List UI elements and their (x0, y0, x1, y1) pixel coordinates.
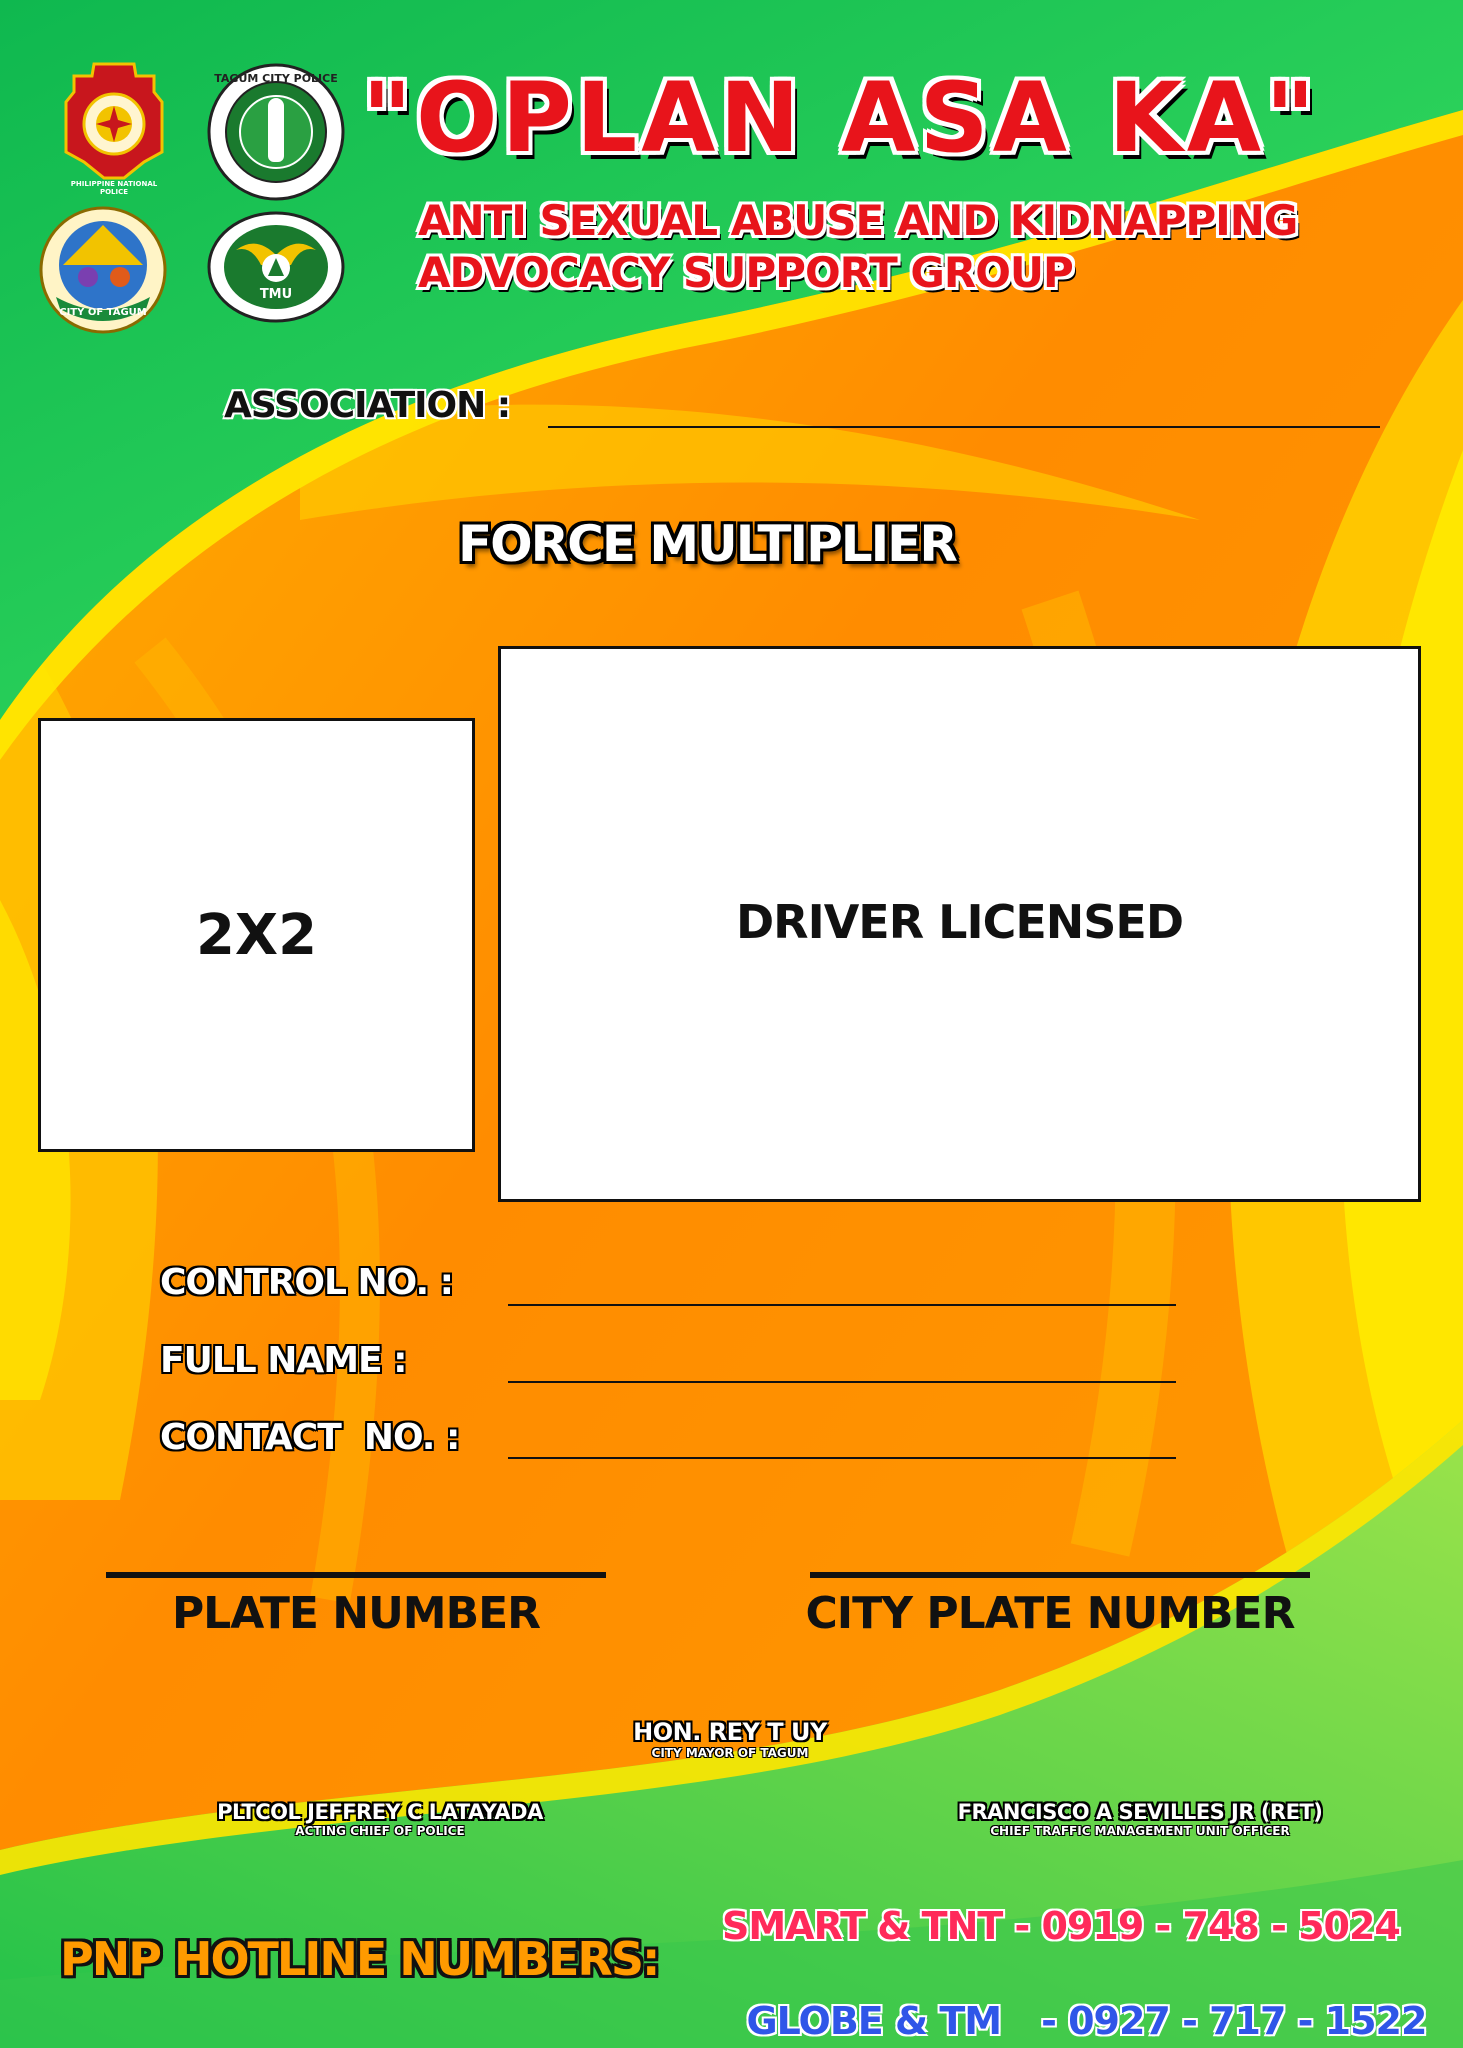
tmu-officer-title: CHIEF TRAFFIC MANAGEMENT UNIT OFFICER (990, 1824, 1290, 1838)
association-label: ASSOCIATION : (224, 385, 511, 426)
driver-license-box[interactable] (498, 646, 1421, 1202)
pnp-badge-text: PHILIPPINE NATIONAL POLICE (70, 180, 158, 196)
page-title: "OPLAN ASA KA" (362, 62, 1320, 174)
full-name-input-line[interactable] (508, 1381, 1176, 1383)
city-of-tagum-seal-icon (38, 205, 168, 335)
hotline-smart: SMART & TNT - 0919 - 748 - 5024 (722, 1904, 1400, 1948)
city-plate-number-line[interactable] (810, 1572, 1310, 1578)
plate-number-label: PLATE NUMBER (171, 1588, 541, 1639)
signatory-police-chief (170, 1800, 590, 1838)
photo-box-label: 2X2 (195, 902, 318, 968)
form-heading: FORCE MULTIPLIER (458, 515, 956, 573)
association-input-line[interactable] (548, 426, 1380, 428)
police-chief-name: PLTCOL JEFFREY C LATAYADA (217, 1800, 543, 1824)
hotline-globe-number: - 0927 - 717 - 1522 (1041, 1999, 1427, 2043)
signatory-tmu-officer (900, 1800, 1380, 1838)
city-plate-number-label: CITY PLATE NUMBER (805, 1588, 1295, 1639)
hotline-globe (722, 1955, 1426, 2043)
full-name-label: FULL NAME : (160, 1340, 407, 1381)
plate-number-line[interactable] (106, 1572, 606, 1578)
hotline-label: PNP HOTLINE NUMBERS: (60, 1932, 659, 1986)
subtitle-line1: ANTI SEXUAL ABUSE AND KIDNAPPING (418, 196, 1298, 245)
tmu-seal-text: TMU (259, 287, 293, 302)
photo-2x2-box[interactable] (38, 718, 475, 1152)
city-of-tagum-seal-text: CITY OF TAGUM (59, 307, 147, 318)
mayor-name: HON. REY T UY (633, 1718, 827, 1746)
tagum-police-seal-icon (206, 62, 346, 202)
police-chief-title: ACTING CHIEF OF POLICE (295, 1824, 465, 1838)
signatory-mayor (560, 1718, 900, 1760)
control-no-input-line[interactable] (508, 1304, 1176, 1306)
contact-no-label: CONTACT NO. : (160, 1417, 460, 1458)
subtitle-line2: ADVOCACY SUPPORT GROUP (418, 248, 1073, 297)
hotline-globe-carrier: GLOBE & TM (746, 1999, 1002, 2043)
pnp-badge-icon (64, 62, 164, 180)
license-box-label: DRIVER LICENSED (735, 895, 1184, 949)
contact-no-input-line[interactable] (508, 1457, 1176, 1459)
tagum-police-seal-text: TAGUM CITY POLICE (214, 72, 338, 85)
mayor-title: CITY MAYOR OF TAGUM (651, 1746, 809, 1760)
tmu-officer-name: FRANCISCO A SEVILLES JR (RET) (957, 1800, 1323, 1824)
control-no-label: CONTROL NO. : (160, 1262, 454, 1303)
tmu-seal-icon (206, 210, 346, 325)
